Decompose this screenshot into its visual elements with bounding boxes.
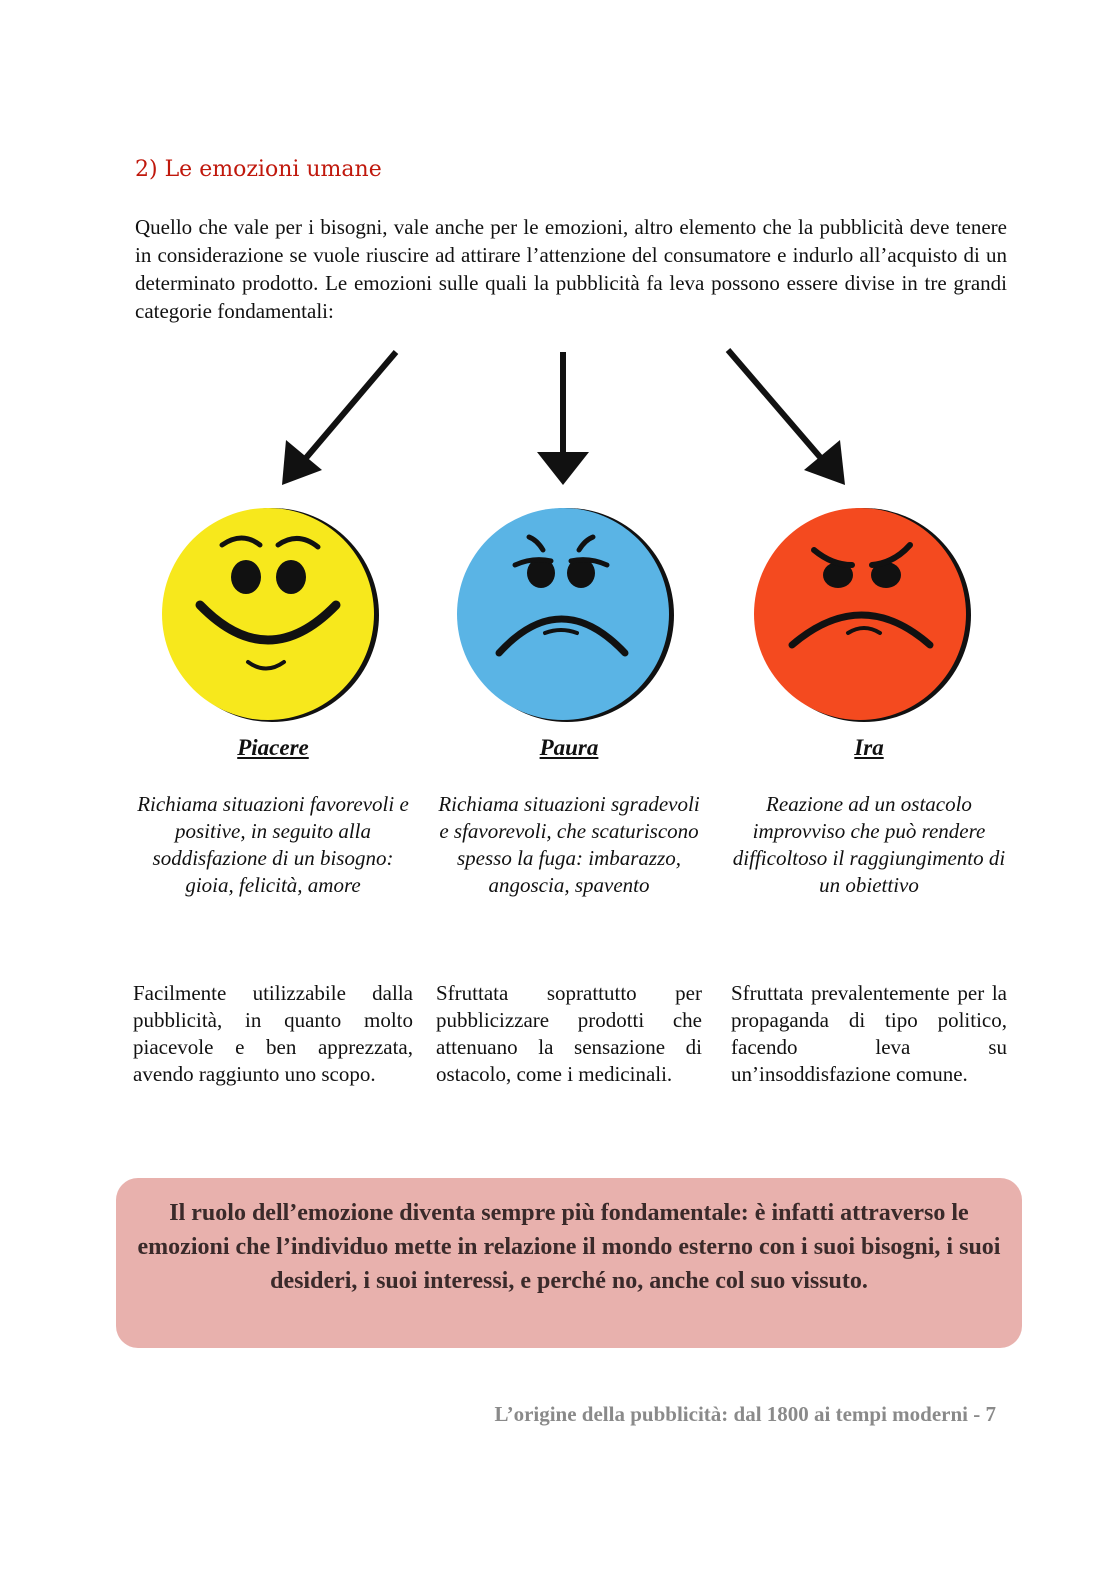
emotion-description-paura: Richiama situazioni sgradevoli e sfavorevoli, che scaturiscono spesso la fuga: imbarazzo, angoscia, spavento [438, 792, 700, 897]
arrow-left-icon [282, 352, 396, 485]
section-title: 2) Le emozioni umane [135, 157, 382, 182]
arrow-right-icon [728, 350, 845, 485]
angry-face-icon [752, 505, 972, 725]
emotion-usage-ira: Sfruttata prevalentemente per la propaganda di tipo politico, facendo leva su un’insoddisfazione comune. [731, 981, 1007, 1086]
arrow-center-icon [537, 352, 589, 485]
page-footer: L’origine della pubblicità: dal 1800 ai tempi moderni - 7 [494, 1402, 996, 1426]
happy-face-icon [160, 505, 380, 725]
worried-face-icon [455, 505, 675, 725]
emotion-name-paura: Paura [539, 735, 599, 760]
callout-text: Il ruolo dell’emozione diventa sempre più fondamentale: è infatti attraverso le emozioni che l’individuo mette in relazione il mondo esterno con i suoi bisogni, i suoi desideri, i suoi interessi, e perché no, anche col suo vissuto. [137, 1200, 1001, 1294]
emotion-description-ira: Reazione ad un ostacolo improvviso che può rendere difficoltoso il raggiungimento di un obiettivo [732, 792, 1006, 897]
emotion-usage-piacere: Facilmente utilizzabile dalla pubblicità, in quanto molto piacevole e ben apprezzata, avendo raggiunto uno scopo. [133, 981, 413, 1086]
emotion-usage-paura: Sfruttata soprattutto per pubblicizzare prodotti che attenuano la sensazione di ostacolo, come i medicinali. [436, 981, 702, 1086]
intro-paragraph: Quello che vale per i bisogni, vale anche per le emozioni, altro elemento che la pubblicità deve tenere in considerazione se vuole riuscire ad attirare l’attenzione del consumatore e indurlo all’acquisto di un determinato prodotto. Le emozioni sulle quali la pubblicità fa leva possono essere divise in tre grandi categorie fondamentali: [135, 215, 1007, 323]
callout-box [116, 1178, 1022, 1348]
emotion-description-piacere: Richiama situazioni favorevoli e positive, in seguito alla soddisfazione di un bisogno: gioia, felicità, amore [137, 792, 409, 897]
arrows-diagram [0, 340, 1116, 500]
emotion-name-ira: Ira [854, 735, 884, 760]
emotion-name-piacere: Piacere [237, 735, 309, 760]
